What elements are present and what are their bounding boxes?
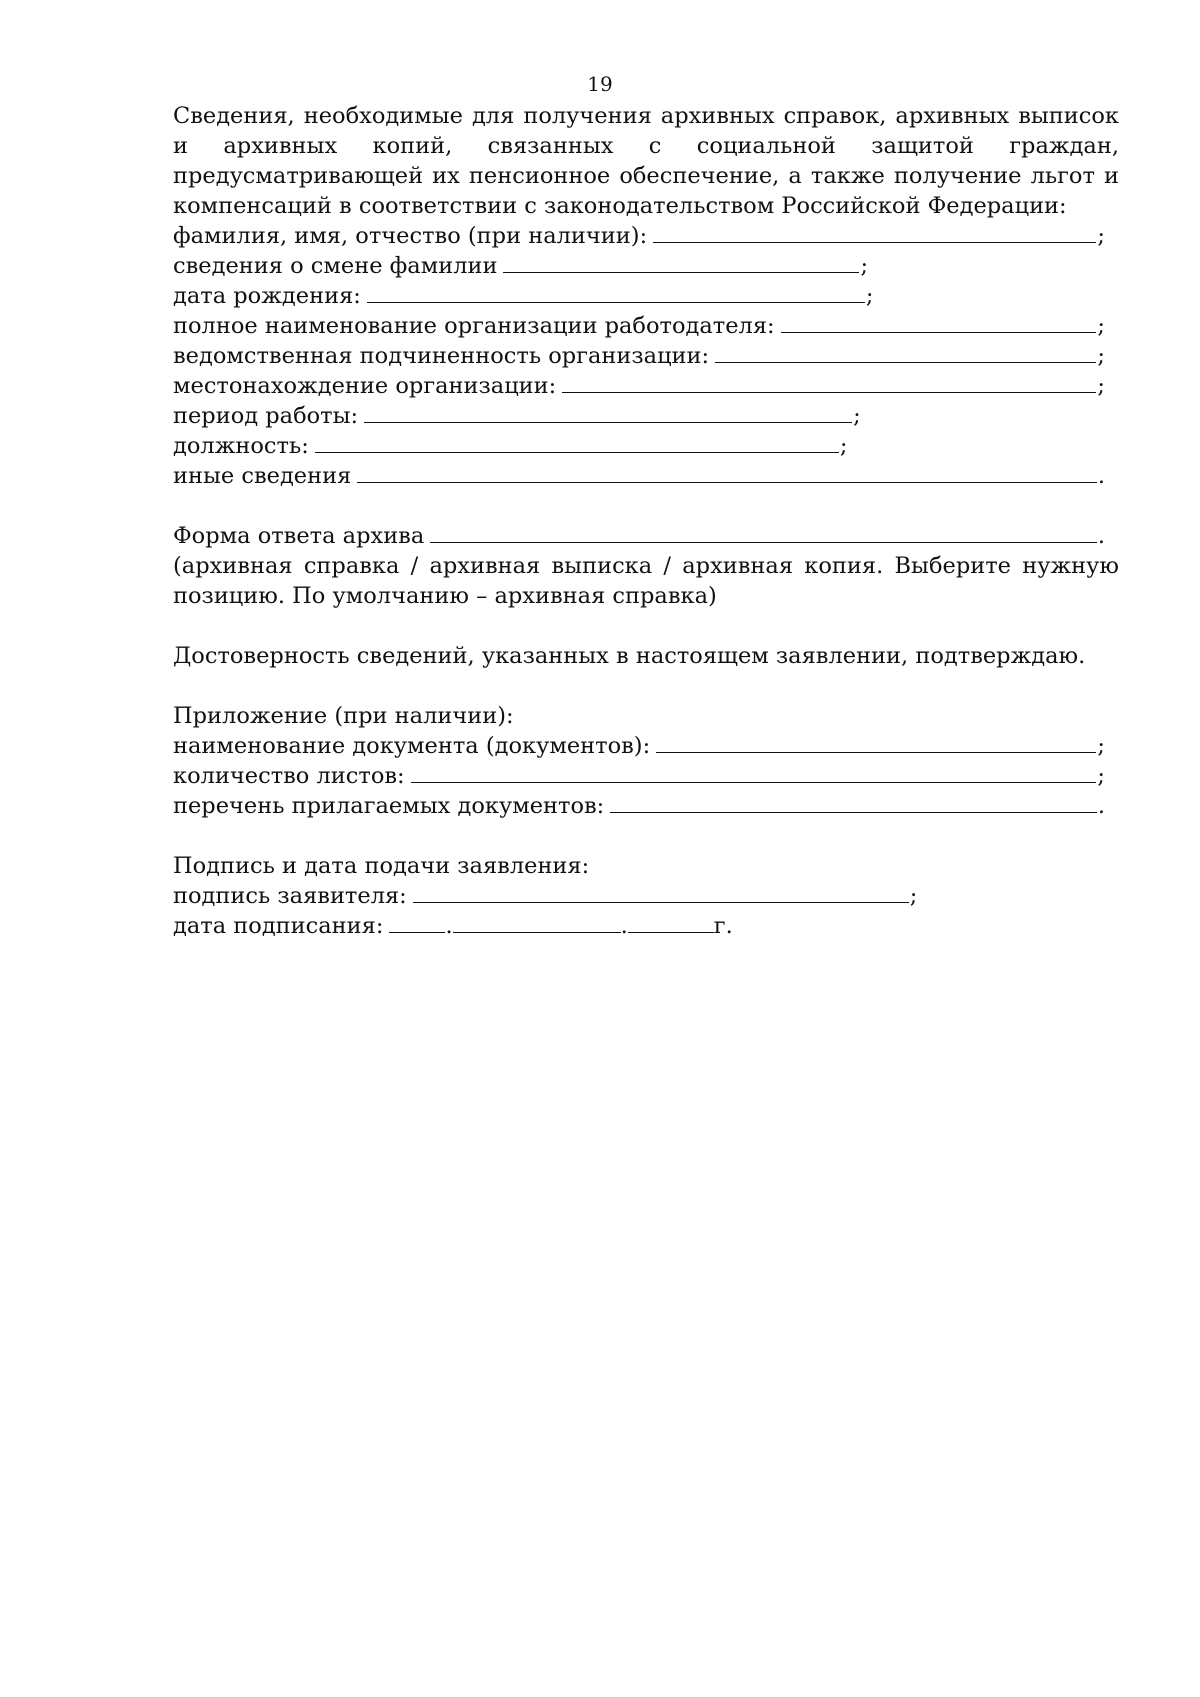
field-label: период работы: [173, 403, 359, 429]
field-terminator: ; [853, 403, 861, 429]
field-organization-location [173, 371, 1119, 401]
field-terminator: ; [1097, 223, 1105, 249]
field-work-period [173, 401, 1119, 431]
spacer [173, 671, 1119, 701]
application-form [173, 101, 1119, 941]
field-terminator: ; [1097, 733, 1105, 759]
confirmation-text: Достоверность сведений, указанных в настоящем заявлении, подтверждаю. [173, 643, 1086, 669]
field-position [173, 431, 1119, 461]
field-terminator: ; [909, 883, 918, 909]
field-label: должность: [173, 433, 309, 459]
field-terminator: . [1097, 793, 1105, 819]
fill-in-blank[interactable] [430, 522, 1097, 543]
field-terminator: ; [1097, 373, 1105, 399]
section-heading: Приложение (при наличии): [173, 703, 514, 729]
intro-paragraph: Сведения, необходимые для получения архивных справок, архивных выписок и архивных копий, связанных с социальной защитой граждан, предусматривающей их пенсионное обеспечение, а также получение льгот и компенсаций в соответствии с законодательством Российской Федерации: [173, 103, 1119, 219]
field-label: дата подписания: [173, 913, 384, 939]
field-label: ведомственная подчиненность организации: [173, 343, 710, 369]
date-day-blank[interactable] [389, 912, 445, 933]
response-form-hint: (архивная справка / архивная выписка / архивная копия. Выберите нужную позицию. По умолчанию – архивная справка) [173, 553, 1119, 609]
field-label: перечень прилагаемых документов: [173, 793, 605, 819]
field-departmental-subordination [173, 341, 1119, 371]
date-separator: . [620, 913, 628, 939]
field-surname-change [173, 251, 1119, 281]
field-birth-date [173, 281, 1119, 311]
fill-in-blank[interactable] [315, 432, 839, 453]
field-terminator: ; [860, 253, 869, 279]
fill-in-blank[interactable] [653, 222, 1096, 243]
field-applicant-signature [173, 881, 1119, 911]
spacer [173, 611, 1119, 641]
field-label: наименование документа (документов): [173, 733, 651, 759]
fill-in-blank[interactable] [364, 402, 852, 423]
field-label: дата рождения: [173, 283, 361, 309]
signature-heading [173, 851, 1119, 881]
field-sheet-count [173, 761, 1119, 791]
field-signing-date [173, 911, 1119, 941]
section-heading: Подпись и дата подачи заявления: [173, 853, 590, 879]
fill-in-blank[interactable] [503, 252, 859, 273]
field-terminator: . [1097, 463, 1105, 489]
field-label: Форма ответа архива [173, 523, 425, 549]
date-separator: . [445, 913, 453, 939]
fill-in-blank[interactable] [656, 732, 1096, 753]
field-label: количество листов: [173, 763, 405, 789]
fill-in-blank[interactable] [357, 462, 1097, 483]
fill-in-blank[interactable] [411, 762, 1097, 783]
fill-in-blank[interactable] [715, 342, 1096, 363]
page-number: 19 [587, 72, 613, 96]
field-label: местонахождение организации: [173, 373, 557, 399]
field-terminator: ; [839, 433, 848, 459]
attachment-heading [173, 701, 1119, 731]
fill-in-blank[interactable] [562, 372, 1096, 393]
date-month-blank[interactable] [453, 912, 621, 933]
field-label: подпись заявителя: [173, 883, 407, 909]
field-document-name [173, 731, 1119, 761]
field-response-form [173, 521, 1119, 551]
fill-in-blank[interactable] [781, 312, 1097, 333]
field-terminator: ; [1097, 313, 1105, 339]
date-year-suffix: г. [713, 913, 733, 939]
field-label: иные сведения [173, 463, 352, 489]
field-other-info [173, 461, 1119, 491]
field-label: фамилия, имя, отчество (при наличии): [173, 223, 648, 249]
fill-in-blank[interactable] [367, 282, 865, 303]
spacer [173, 491, 1119, 521]
field-terminator: ; [865, 283, 874, 309]
date-year-blank[interactable] [628, 912, 714, 933]
field-terminator: ; [1097, 343, 1105, 369]
field-full-name [173, 221, 1119, 251]
field-terminator: . [1097, 523, 1105, 549]
field-terminator: ; [1097, 763, 1105, 789]
fill-in-blank[interactable] [413, 882, 909, 903]
field-document-list [173, 791, 1119, 821]
field-label: сведения о смене фамилии [173, 253, 498, 279]
field-employer-name [173, 311, 1119, 341]
confirmation-statement [173, 641, 1119, 671]
spacer [173, 821, 1119, 851]
field-label: полное наименование организации работодателя: [173, 313, 775, 339]
fill-in-blank[interactable] [610, 792, 1097, 813]
